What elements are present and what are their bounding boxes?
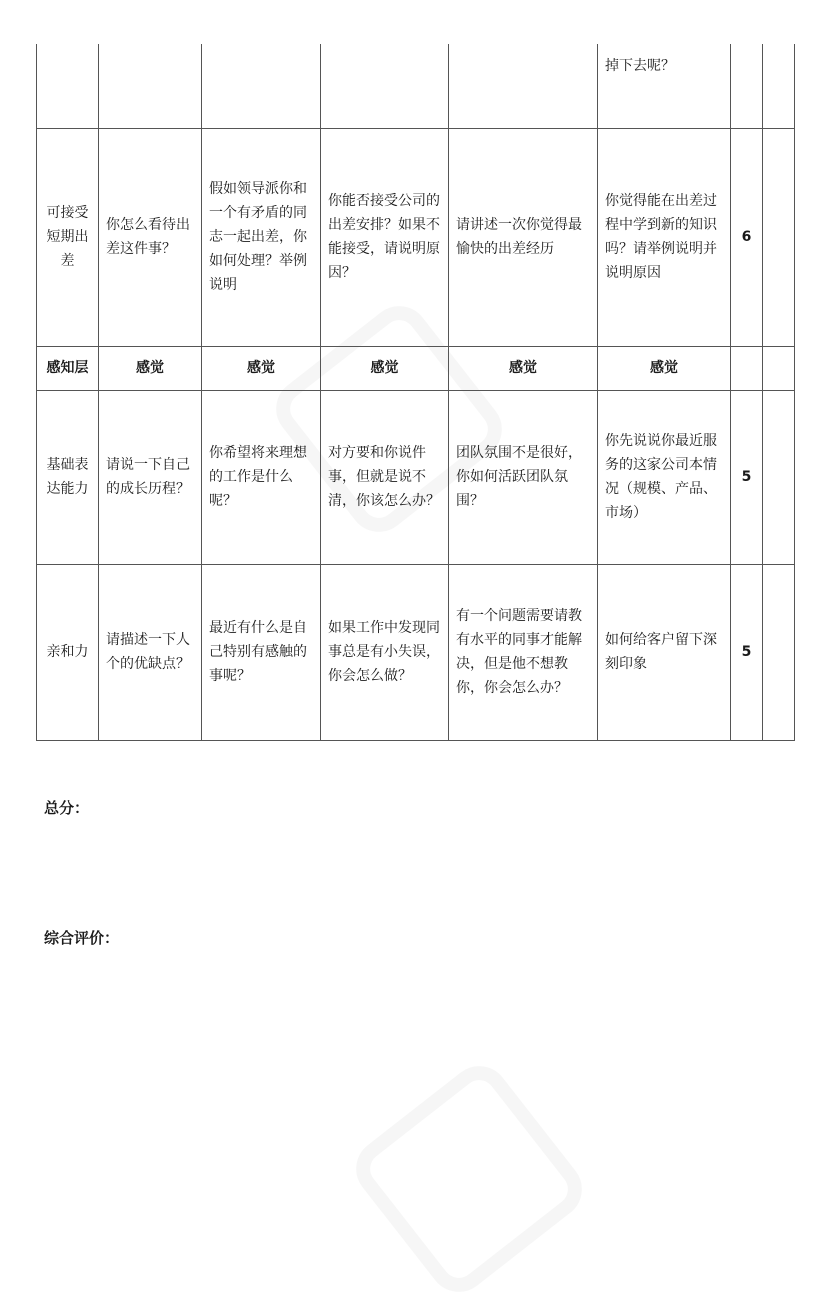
question-cell: 请描述一下人个的优缺点？ <box>99 564 202 740</box>
table-cell <box>763 564 795 740</box>
table-cell <box>99 44 202 128</box>
question-cell: 你觉得能在出差过程中学到新的知识吗？请举例说明并说明原因 <box>598 128 731 346</box>
total-score-label: 总分： <box>44 799 90 817</box>
table-cell <box>731 346 763 390</box>
table-cell <box>763 44 795 128</box>
score-cell: 6 <box>731 128 763 346</box>
score-cell: 5 <box>731 390 763 564</box>
table-cell <box>763 128 795 346</box>
layer-label: 感知层 <box>37 346 99 390</box>
question-cell: 你能否接受公司的出差安排？如果不能接受，请说明原因？ <box>321 128 449 346</box>
score-cell: 5 <box>731 564 763 740</box>
question-cell: 最近有什么是自己特别有感触的事呢？ <box>202 564 321 740</box>
question-cell: 对方要和你说件事，但就是说不清，你该怎么办？ <box>321 390 449 564</box>
question-cell: 你先说说你最近服务的这家公司本情况（规模、产品、市场） <box>598 390 731 564</box>
layer-heading: 感觉 <box>321 346 449 390</box>
dimension-cell: 亲和力 <box>37 564 99 740</box>
dimension-cell: 可接受短期出差 <box>37 128 99 346</box>
table-cell <box>449 44 598 128</box>
layer-row <box>37 346 795 390</box>
question-cell: 请讲述一次你觉得最愉快的出差经历 <box>449 128 598 346</box>
table-cell <box>202 44 321 128</box>
interview-question-table <box>36 44 795 741</box>
layer-heading: 感觉 <box>598 346 731 390</box>
question-cell: 如果工作中发现同事总是有小失误，你会怎么做？ <box>321 564 449 740</box>
layer-heading: 感觉 <box>449 346 598 390</box>
question-cell: 假如领导派你和一个有矛盾的同志一起出差，你如何处理？举例说明 <box>202 128 321 346</box>
question-cell: 掉下去呢？ <box>598 44 731 128</box>
question-cell: 如何给客户留下深刻印象 <box>598 564 731 740</box>
question-cell: 你希望将来理想的工作是什么呢？ <box>202 390 321 564</box>
table-row <box>37 44 795 128</box>
watermark-mark <box>344 1054 594 1304</box>
dimension-cell: 基础表达能力 <box>37 390 99 564</box>
table-row <box>37 128 795 346</box>
table-cell <box>321 44 449 128</box>
table-cell <box>37 44 99 128</box>
table-cell <box>763 346 795 390</box>
table-row <box>37 390 795 564</box>
layer-heading: 感觉 <box>202 346 321 390</box>
overall-evaluation-label: 综合评价： <box>44 929 120 947</box>
question-cell: 你怎么看待出差这件事？ <box>99 128 202 346</box>
layer-heading: 感觉 <box>99 346 202 390</box>
table-cell <box>731 44 763 128</box>
question-cell: 团队氛围不是很好，你如何活跃团队氛围？ <box>449 390 598 564</box>
question-cell: 有一个问题需要请教有水平的同事才能解决，但是他不想教你，你会怎么办？ <box>449 564 598 740</box>
table-row <box>37 564 795 740</box>
question-cell: 请说一下自己的成长历程？ <box>99 390 202 564</box>
table-cell <box>763 390 795 564</box>
